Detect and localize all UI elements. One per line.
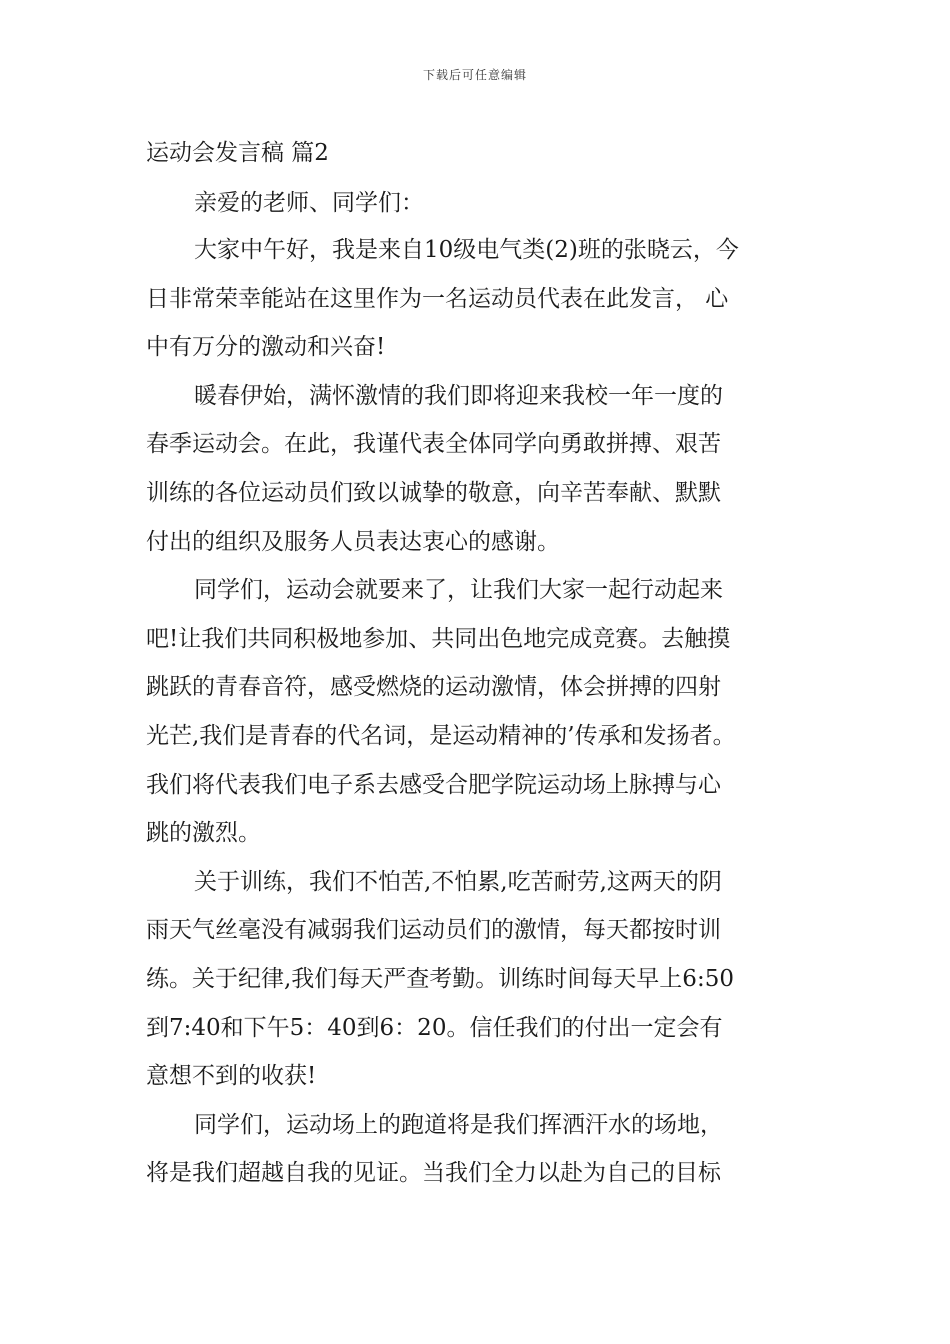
paragraph-2 xyxy=(146,372,806,566)
paragraph-3 xyxy=(146,566,806,858)
paragraph-5 xyxy=(146,1101,806,1198)
document-title: 运动会发言稿 篇2 xyxy=(146,140,329,166)
text-line: 付出的组织及服务人员表达衷心的感谢。 xyxy=(146,528,560,555)
text-line: 到7:40和下午5：40到6：20。信任我们的付出一定会有 xyxy=(146,1014,723,1041)
text-line: 光芒,我们是青春的代名词，是运动精神的’传承和发扬者。 xyxy=(146,722,736,749)
page-header-note: 下载后可任意编辑 xyxy=(422,68,527,82)
text-line: 练。关于纪律,我们每天严查考勤。训练时间每天早上6:50 xyxy=(146,965,734,992)
text-line: 春季运动会。在此，我谨代表全体同学向勇敢拼搏、艰苦 xyxy=(146,431,721,458)
text-line: 训练的各位运动员们致以诚挚的敬意，向辛苦奉献、默默 xyxy=(146,479,721,506)
text-line: 同学们，运动会就要来了，让我们大家一起行动起来 xyxy=(194,577,723,604)
text-line: 暖春伊始，满怀激情的我们即将迎来我校一年一度的 xyxy=(194,382,723,409)
greeting: 亲爱的老师、同学们： xyxy=(194,190,424,216)
text-line: 我们将代表我们电子系去感受合肥学院运动场上脉搏与心 xyxy=(146,771,721,798)
text-line: 日非常荣幸能站在这里作为一名运动员代表在此发言， 心 xyxy=(146,285,729,312)
text-line: 同学们，运动场上的跑道将是我们挥洒汗水的场地， xyxy=(194,1111,723,1138)
text-line: 意想不到的收获! xyxy=(146,1063,317,1090)
text-line: 跳跃的青春音符，感受燃烧的运动激情，体会拼搏的四射 xyxy=(146,674,721,701)
text-line: 雨天气丝毫没有减弱我们运动员们的激情，每天都按时训 xyxy=(146,917,721,944)
text-line: 吧!让我们共同积极地参加、共同出色地完成竞赛。去触摸 xyxy=(146,625,731,652)
text-line: 大家中午好，我是来自10级电气类(2)班的张晓云，今 xyxy=(194,237,739,263)
text-line: 将是我们超越自我的见证。当我们全力以赴为自己的目标 xyxy=(146,1160,721,1187)
paragraph-1 xyxy=(146,226,806,372)
text-line: 中有万分的激动和兴奋! xyxy=(146,334,386,361)
text-line: 关于训练，我们不怕苦,不怕累,吃苦耐劳,这两天的阴 xyxy=(194,868,722,895)
document-body xyxy=(146,226,806,1198)
text-line: 跳的激烈。 xyxy=(146,820,261,847)
paragraph-4 xyxy=(146,858,806,1101)
